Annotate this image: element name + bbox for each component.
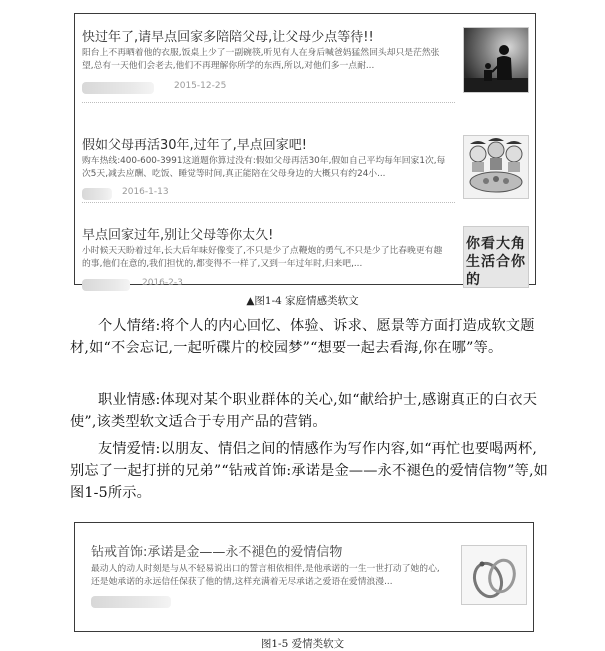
article-card[interactable]: [75, 206, 535, 288]
article-excerpt: 购车热线:400-600-3991这道题你算过没有:假如父母再活30年,假如自己平均每年回家1次,每次5天,减去应酬、吃饭、睡觉等时间,真正能陪在父母身边的大概只有约24小...: [82, 156, 446, 179]
article-date: 2015-12-25: [174, 81, 227, 91]
paragraph-career-emotion: 职业情感:体现对某个职业群体的关心,如“献给护士,感谢真正的白衣天使”,该类型软文适合于专用产品的营销。: [70, 392, 538, 430]
article-excerpt: 最动人的动人时刻是与从不轻易说出口的誓言相依相伴,是他承诺的一生一世打动了她的心,还是她承诺的永远信任保获了他的情,这样充满着无尽承诺之爱语在爱情浪漫...: [91, 564, 440, 587]
article-title[interactable]: 假如父母再活30年,过年了,早点回家吧!: [82, 138, 308, 153]
article-excerpt: 阳台上不再晒着他的衣服,饭桌上少了一副碗筷,听见有人在身后喊爸妈猛然回头却只是茫然张望,总有一天他们会老去,他们不再理解你所学的东西,所以,对他们多一点耐...: [82, 48, 440, 71]
blurred-author: [82, 188, 112, 200]
family-dinner-cartoon-icon[interactable]: [463, 135, 529, 199]
article-card[interactable]: [75, 523, 533, 631]
article-title[interactable]: 早点回家过年,别让父母等你太久!: [82, 228, 274, 243]
blurred-author: [82, 279, 130, 291]
article-meta: [82, 187, 282, 201]
article-date: 2016-1-13: [122, 187, 169, 197]
paragraph-personal-emotion: 个人情绪:将个人的内心回忆、体验、诉求、愿景等方面打造成软文题材,如“不会忘记,一起听碟片的校园梦”“想要一起去看海,你在哪”等。: [70, 318, 535, 356]
blurred-author: [82, 82, 154, 94]
figure-1-5-frame: [74, 522, 534, 632]
poster-text: 你看大角生活合你的: [466, 236, 526, 288]
article-card[interactable]: [75, 14, 535, 102]
article-meta: [82, 81, 282, 95]
wedding-rings-icon[interactable]: [461, 545, 527, 605]
silhouette-parent-child-icon[interactable]: [463, 27, 529, 93]
article-meta: [82, 278, 282, 292]
divider: [82, 102, 455, 103]
article-title[interactable]: 钻戒首饰:承诺是金——永不褪色的爱情信物: [91, 545, 343, 560]
poster-text-icon[interactable]: [463, 226, 529, 288]
figure-caption: 图1-5 爱情类软文: [260, 638, 345, 650]
article-title[interactable]: 快过年了,请早点回家多陪陪父母,让父母少点等待!!: [82, 30, 374, 45]
paragraph-friendship-love: 友情爱情:以朋友、情侣之间的情感作为写作内容,如“再忙也要喝两杯,别忘了一起打拼的兄弟”“钻戒首饰:承诺是金——永不褪色的爱情信物”等,如图1-5所示。: [70, 441, 549, 501]
article-date: 2016-2-3: [142, 278, 183, 288]
article-excerpt: 小时候天天盼着过年,长大后年味好像变了,不只是少了点鞭炮的勇气,不只是少了比春晚更有趣的事,他们在意的,我们担忧的,都变得不一样了,又到一年过年时,归来吧,...: [82, 246, 443, 269]
blurred-author: [91, 596, 171, 608]
divider: [82, 202, 455, 203]
article-meta: [91, 595, 291, 609]
figure-1-4-frame: [74, 13, 536, 288]
figure-caption: ▲图1-4 家庭情感类软文: [246, 295, 359, 307]
article-card[interactable]: [75, 106, 535, 202]
